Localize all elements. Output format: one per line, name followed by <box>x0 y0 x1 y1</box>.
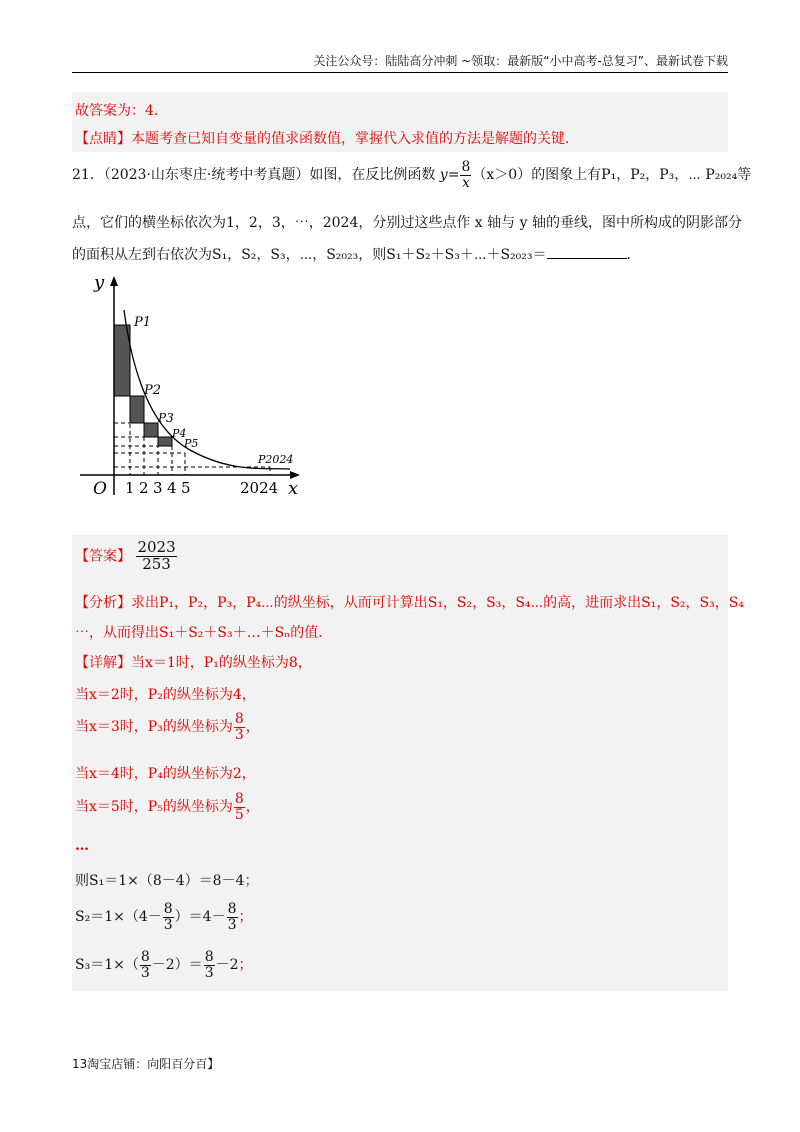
func-fraction <box>460 160 471 190</box>
detail-text-1: 当x＝1时，P₁的纵坐标为8， <box>131 655 312 671</box>
s2-text-b: ）＝4－ <box>174 909 226 926</box>
detail-3-fraction <box>234 712 245 742</box>
func-y: y <box>439 167 448 184</box>
ellipsis-line: … <box>75 838 89 854</box>
question-line-2: 点，它们的横坐标依次为1，2，3，⋯，2024，分别过这些点作 x 轴与 y 轴的垂线，图中所构成的阴影部分 <box>72 215 742 231</box>
page-header: 关注公众号：陆陆高分冲刺 ~领取：最新版“小中高考-总复习”、最新试卷下载 <box>72 52 728 73</box>
y-axis-label: y <box>94 272 105 293</box>
point-p2: P2 <box>144 383 162 398</box>
point-p4: P4 <box>172 427 187 440</box>
question-line-3 <box>72 244 641 264</box>
s3-fraction-2 <box>204 950 215 980</box>
s2-den1: 3 <box>163 916 173 933</box>
question-line-1 <box>72 160 751 190</box>
s3-den2: 3 <box>204 964 214 981</box>
d3-den: 3 <box>234 726 244 743</box>
s3-line <box>75 950 253 980</box>
x-axis-label: x <box>288 478 299 499</box>
previous-answer-box <box>72 92 728 152</box>
s3-num2: 8 <box>204 949 214 965</box>
s1-text: 则S₁＝1×（8－4）＝8－4 <box>75 873 245 889</box>
s2-num1: 8 <box>163 901 173 917</box>
answer-denominator: 253 <box>142 554 171 573</box>
s3-fraction-1 <box>140 950 151 980</box>
x-tick-1: 1 <box>125 479 135 497</box>
d5-den: 5 <box>234 806 244 823</box>
answer-tag: 【答案】 <box>75 548 131 565</box>
s3-num1: 8 <box>140 949 150 965</box>
s2-text-a: S₂＝1×（4－ <box>75 909 162 926</box>
s3-text-c: －2 <box>215 957 239 974</box>
inverse-function-figure <box>80 270 320 500</box>
s1-line <box>75 870 258 890</box>
line1-tail: 的图象上有P₁，P₂，P₃，⋯ P₂₀₂₄等 <box>531 167 752 184</box>
detail-line-4: 当x＝4时，P₄的纵坐标为2， <box>75 766 256 782</box>
s3-end: ； <box>238 957 253 974</box>
d5-num: 8 <box>234 791 244 807</box>
d3-end: ， <box>245 719 260 736</box>
point-p2024: P2024 <box>258 453 294 466</box>
page-footer: 13淘宝店铺：向阳百分百】 <box>72 1057 220 1071</box>
question-line-3-text: 的面积从左到右依次为S₁，S₂，S₃，⋯，S₂₀₂₃，则S₁＋S₂＋S₃＋⋯＋S₂₀₂₃＝ <box>72 247 547 263</box>
func-condition: （x＞0） <box>472 167 532 184</box>
comment-tag: 【点睛】 <box>75 131 131 147</box>
point-p1: P1 <box>134 315 152 330</box>
analysis-line-1 <box>75 592 744 612</box>
answer-line: 故答案为：4． <box>75 103 168 119</box>
s2-end: ； <box>238 909 253 926</box>
s1-end: ； <box>244 873 259 889</box>
s2-line <box>75 902 253 932</box>
x-tick-5: 5 <box>181 479 191 497</box>
origin-label: O <box>93 479 107 499</box>
x-tick-4: 4 <box>167 479 177 497</box>
x-tick-2024: 2024 <box>240 479 279 497</box>
detail-line-2: 当x＝2时，P₂的纵坐标为4， <box>75 687 256 703</box>
comment-line <box>75 128 579 148</box>
x-tick-3: 3 <box>153 479 163 497</box>
analysis-tag: 【分析】 <box>75 595 131 611</box>
answer-row <box>75 540 178 573</box>
detail-line-5 <box>75 792 260 822</box>
shaded-area-s4 <box>158 437 172 446</box>
s3-text-b: －2）＝ <box>151 957 203 974</box>
comment-text: 本题考查已知自变量的值求函数值，掌握代入求值的方法是解题的关键． <box>131 131 579 147</box>
analysis-line-2: ⋯，从而得出S₁＋S₂＋S₃＋…＋Sₙ的值． <box>75 625 333 641</box>
func-den: x <box>461 174 470 191</box>
detail-5-text: 当x＝5时，P₅的纵坐标为 <box>75 799 233 816</box>
point-p5: P5 <box>184 437 199 450</box>
s3-text-a: S₃＝1×（ <box>75 957 139 974</box>
s3-den1: 3 <box>140 964 150 981</box>
answer-numerator: 2023 <box>137 538 176 556</box>
question-source: 21．（2023·山东枣庄·统考中考真题）如图，在反比例函数 <box>72 167 436 184</box>
s2-fraction-1 <box>163 902 174 932</box>
y-axis-arrow <box>110 276 118 286</box>
shaded-area-s3 <box>144 423 158 437</box>
shaded-area-s2 <box>130 396 144 423</box>
s2-den2: 3 <box>227 916 237 933</box>
func-eq: = <box>447 167 460 184</box>
point-p3: P3 <box>158 411 174 425</box>
detail-3-text: 当x＝3时，P₃的纵坐标为 <box>75 719 233 736</box>
d3-num: 8 <box>234 711 244 727</box>
x-tick-2: 2 <box>139 479 149 497</box>
func-num: 8 <box>461 159 471 175</box>
line3-end: ． <box>626 247 641 263</box>
d5-end: ， <box>245 799 260 816</box>
detail-line-3 <box>75 712 260 742</box>
detail-5-fraction <box>234 792 245 822</box>
answer-fraction <box>136 540 176 573</box>
detail-line-1 <box>75 652 312 672</box>
s2-fraction-2 <box>227 902 238 932</box>
s2-num2: 8 <box>227 901 237 917</box>
analysis-text-1: 求出P₁，P₂，P₃，P₄⋯的纵坐标，从而可计算出S₁，S₂，S₃，S₄⋯的高，进而求出S₁，S₂，S₃，S₄ <box>131 595 744 611</box>
detail-tag: 【详解】 <box>75 655 131 671</box>
answer-blank <box>547 246 627 259</box>
